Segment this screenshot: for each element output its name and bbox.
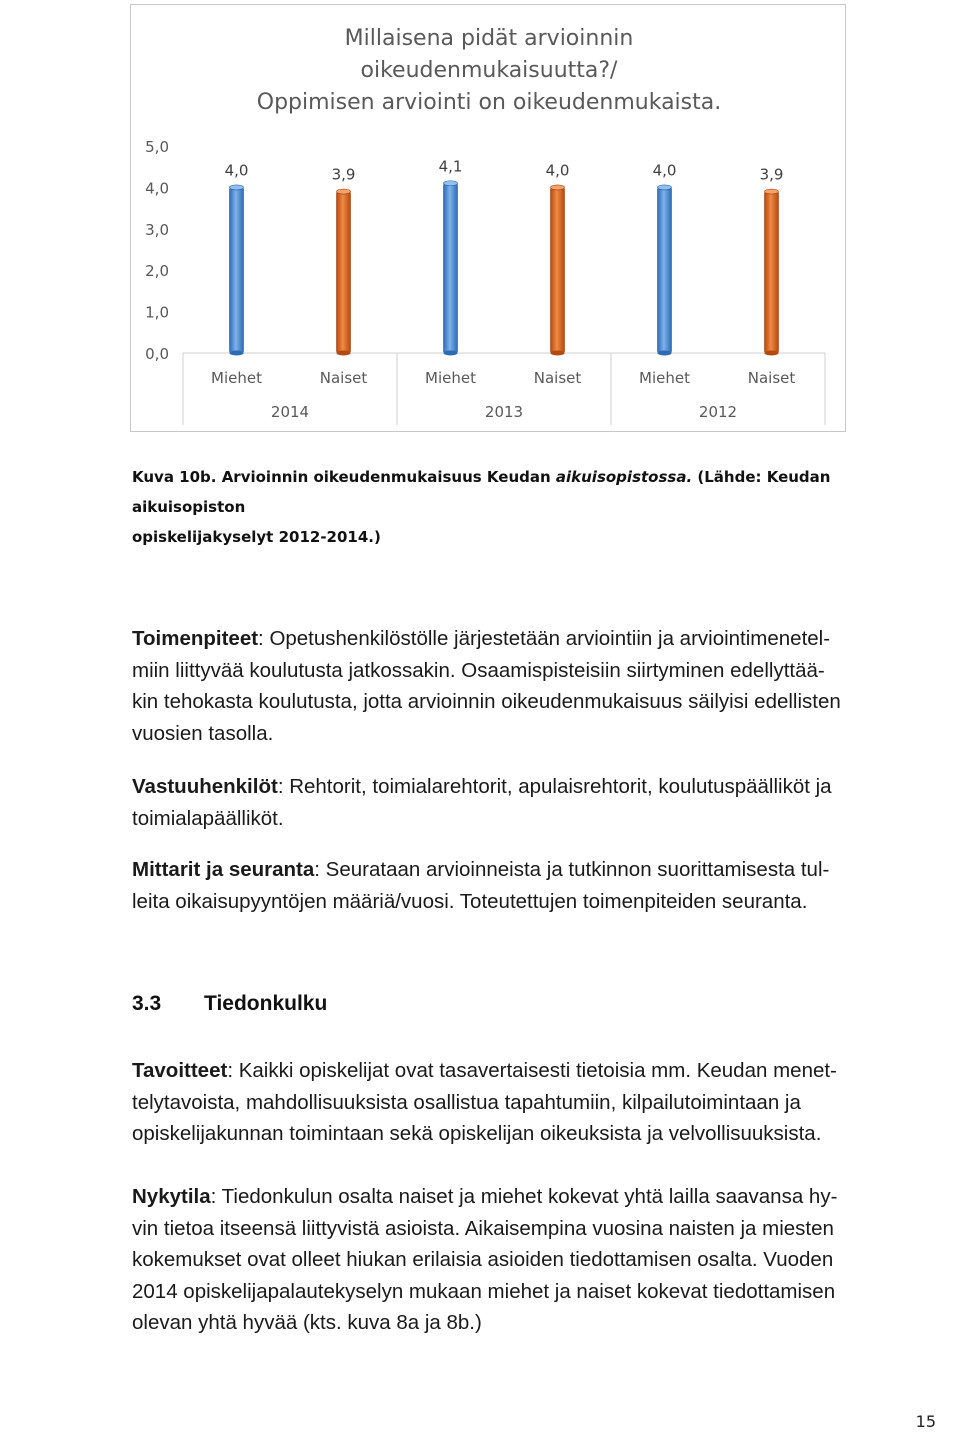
caption-prefix: Kuva 10b. Arvioinnin oikeudenmukaisuus Keudan <box>132 468 556 486</box>
y-tick-label: 2,0 <box>145 262 169 281</box>
x-tick-label: Naiset <box>747 369 796 387</box>
vastuuhenkilot-label: Vastuuhenkilöt <box>132 775 278 798</box>
y-tick-label: 4,0 <box>145 179 169 198</box>
y-tick-label: 5,0 <box>145 138 169 156</box>
bar-bottom-cap <box>551 351 565 356</box>
toimenpiteet-line-3: kin tehokasta koulutusta, jotta arvioinnin oikeudenmukaisuus säilyisi edellisten <box>132 690 841 713</box>
section-number: 3.3 <box>132 992 162 1015</box>
x-tick-label: Naiset <box>319 369 368 387</box>
bar <box>765 192 779 353</box>
paragraph-mittarit <box>132 854 958 917</box>
page-number: 15 <box>915 1412 936 1431</box>
x-tick-label: Naiset <box>533 369 582 387</box>
bar-top-cap <box>337 189 351 194</box>
toimenpiteet-line-4: vuosien tasolla. <box>132 721 274 745</box>
bar-chart <box>131 5 847 433</box>
tavoitteet-line-3: opiskelijakunnan toimintaan sekä opiskelijan oikeuksista ja velvollisuuksista. <box>132 1122 822 1145</box>
bar-top-cap <box>551 185 565 190</box>
mittarit-line-1: : Seurataan arvioinneista ja tutkinnon suorittamisesta tul- <box>314 858 830 881</box>
toimenpiteet-line-2: miin liittyvää koulutusta jatkossakin. Osaamispisteisiin siirtyminen edellyttää- <box>132 658 825 682</box>
caption-line-2: opiskelijakyselyt 2012-2014.) <box>132 528 381 546</box>
y-tick-label: 3,0 <box>145 220 169 239</box>
bar <box>337 192 351 353</box>
nykytila-line-4: 2014 opiskelijapalautekyselyn mukaan miehet ja naiset kokevat tiedottamisen <box>132 1279 836 1303</box>
toimenpiteet-label: Toimenpiteet <box>132 627 259 650</box>
tavoitteet-line-2: telytavoista, mahdollisuuksista osallistua tapahtumiin, kilpailutoimintaan ja <box>132 1090 801 1114</box>
bar-bottom-cap <box>444 351 458 356</box>
chart-frame <box>130 4 846 432</box>
bar-bottom-cap <box>765 351 779 356</box>
data-label: 4,0 <box>545 161 570 180</box>
bar <box>230 187 244 353</box>
bar-top-cap <box>658 185 672 190</box>
x-tick-label: Miehet <box>211 369 262 387</box>
tavoitteet-label: Tavoitteet <box>132 1059 228 1082</box>
nykytila-line-5: olevan yhtä hyvää (kts. kuva 8a ja 8b.) <box>132 1311 482 1334</box>
nykytila-line-3: kokemukset ovat olleet hiukan erilaisia asioiden tiedottamisen osalta. Vuoden <box>132 1248 834 1271</box>
paragraph-vastuuhenkilot <box>132 771 958 834</box>
paragraph-nykytila <box>132 1181 958 1339</box>
vastuuhenkilot-line-1: : Rehtorit, toimialarehtorit, apulaisrehtorit, koulutuspäälliköt ja <box>277 775 832 798</box>
figure-caption <box>132 462 932 552</box>
section-title: Tiedonkulku <box>204 992 328 1015</box>
mittarit-line-2: leita oikaisupyyntöjen määriä/vuosi. Toteutettujen toimenpiteiden seuranta. <box>132 889 808 913</box>
bar <box>551 187 565 353</box>
y-tick-label: 1,0 <box>145 303 169 322</box>
data-label: 3,9 <box>759 165 784 184</box>
caption-italic: aikuisopistossa. <box>555 468 693 486</box>
data-label: 4,0 <box>652 161 677 180</box>
chart-title-line-1: Millaisena pidät arvioinnin <box>344 26 634 51</box>
paragraph-tavoitteet <box>132 1055 958 1150</box>
paragraph-toimenpiteet <box>132 623 958 749</box>
bar-top-cap <box>230 185 244 190</box>
chart-title-line-3: Oppimisen arviointi on oikeudenmukaista. <box>256 90 722 115</box>
data-label: 4,1 <box>438 157 463 176</box>
caption-suffix: (Lähde: Keudan aikuisopiston <box>132 468 831 516</box>
data-label: 4,0 <box>224 161 249 180</box>
bar <box>444 183 458 353</box>
chart-title-line-2: oikeudenmukaisuutta?/ <box>360 58 618 83</box>
bar <box>658 187 672 353</box>
bar-bottom-cap <box>230 351 244 356</box>
tavoitteet-line-1: : Kaikki opiskelijat ovat tasavertaisesti tietoisia mm. Keudan menet- <box>227 1059 837 1082</box>
bar-top-cap <box>444 181 458 186</box>
toimenpiteet-line-1: : Opetushenkilöstölle järjestetään arviointiin ja arviointimenetel- <box>258 627 831 650</box>
nykytila-label: Nykytila <box>132 1185 211 1208</box>
nykytila-line-1: : Tiedonkulun osalta naiset ja miehet kokevat yhtä lailla saavansa hy- <box>210 1185 838 1208</box>
data-label: 3,9 <box>331 165 356 184</box>
mittarit-label: Mittarit ja seuranta <box>132 858 315 881</box>
section-heading <box>132 992 327 1016</box>
bar-bottom-cap <box>337 351 351 356</box>
x-group-label: 2013 <box>484 403 524 421</box>
vastuuhenkilot-line-2: toimialapäälliköt. <box>132 806 284 830</box>
x-group-label: 2012 <box>698 403 738 421</box>
x-group-label: 2014 <box>270 403 310 421</box>
x-tick-label: Miehet <box>425 369 476 387</box>
bar-top-cap <box>765 189 779 194</box>
bar-bottom-cap <box>658 351 672 356</box>
nykytila-line-2: vin tietoa itseensä liittyvistä asioista. Aikaisempina vuosina naisten ja miesten <box>132 1216 834 1240</box>
x-tick-label: Miehet <box>639 369 690 387</box>
y-tick-label: 0,0 <box>145 345 169 363</box>
caption-line-1 <box>132 462 932 522</box>
